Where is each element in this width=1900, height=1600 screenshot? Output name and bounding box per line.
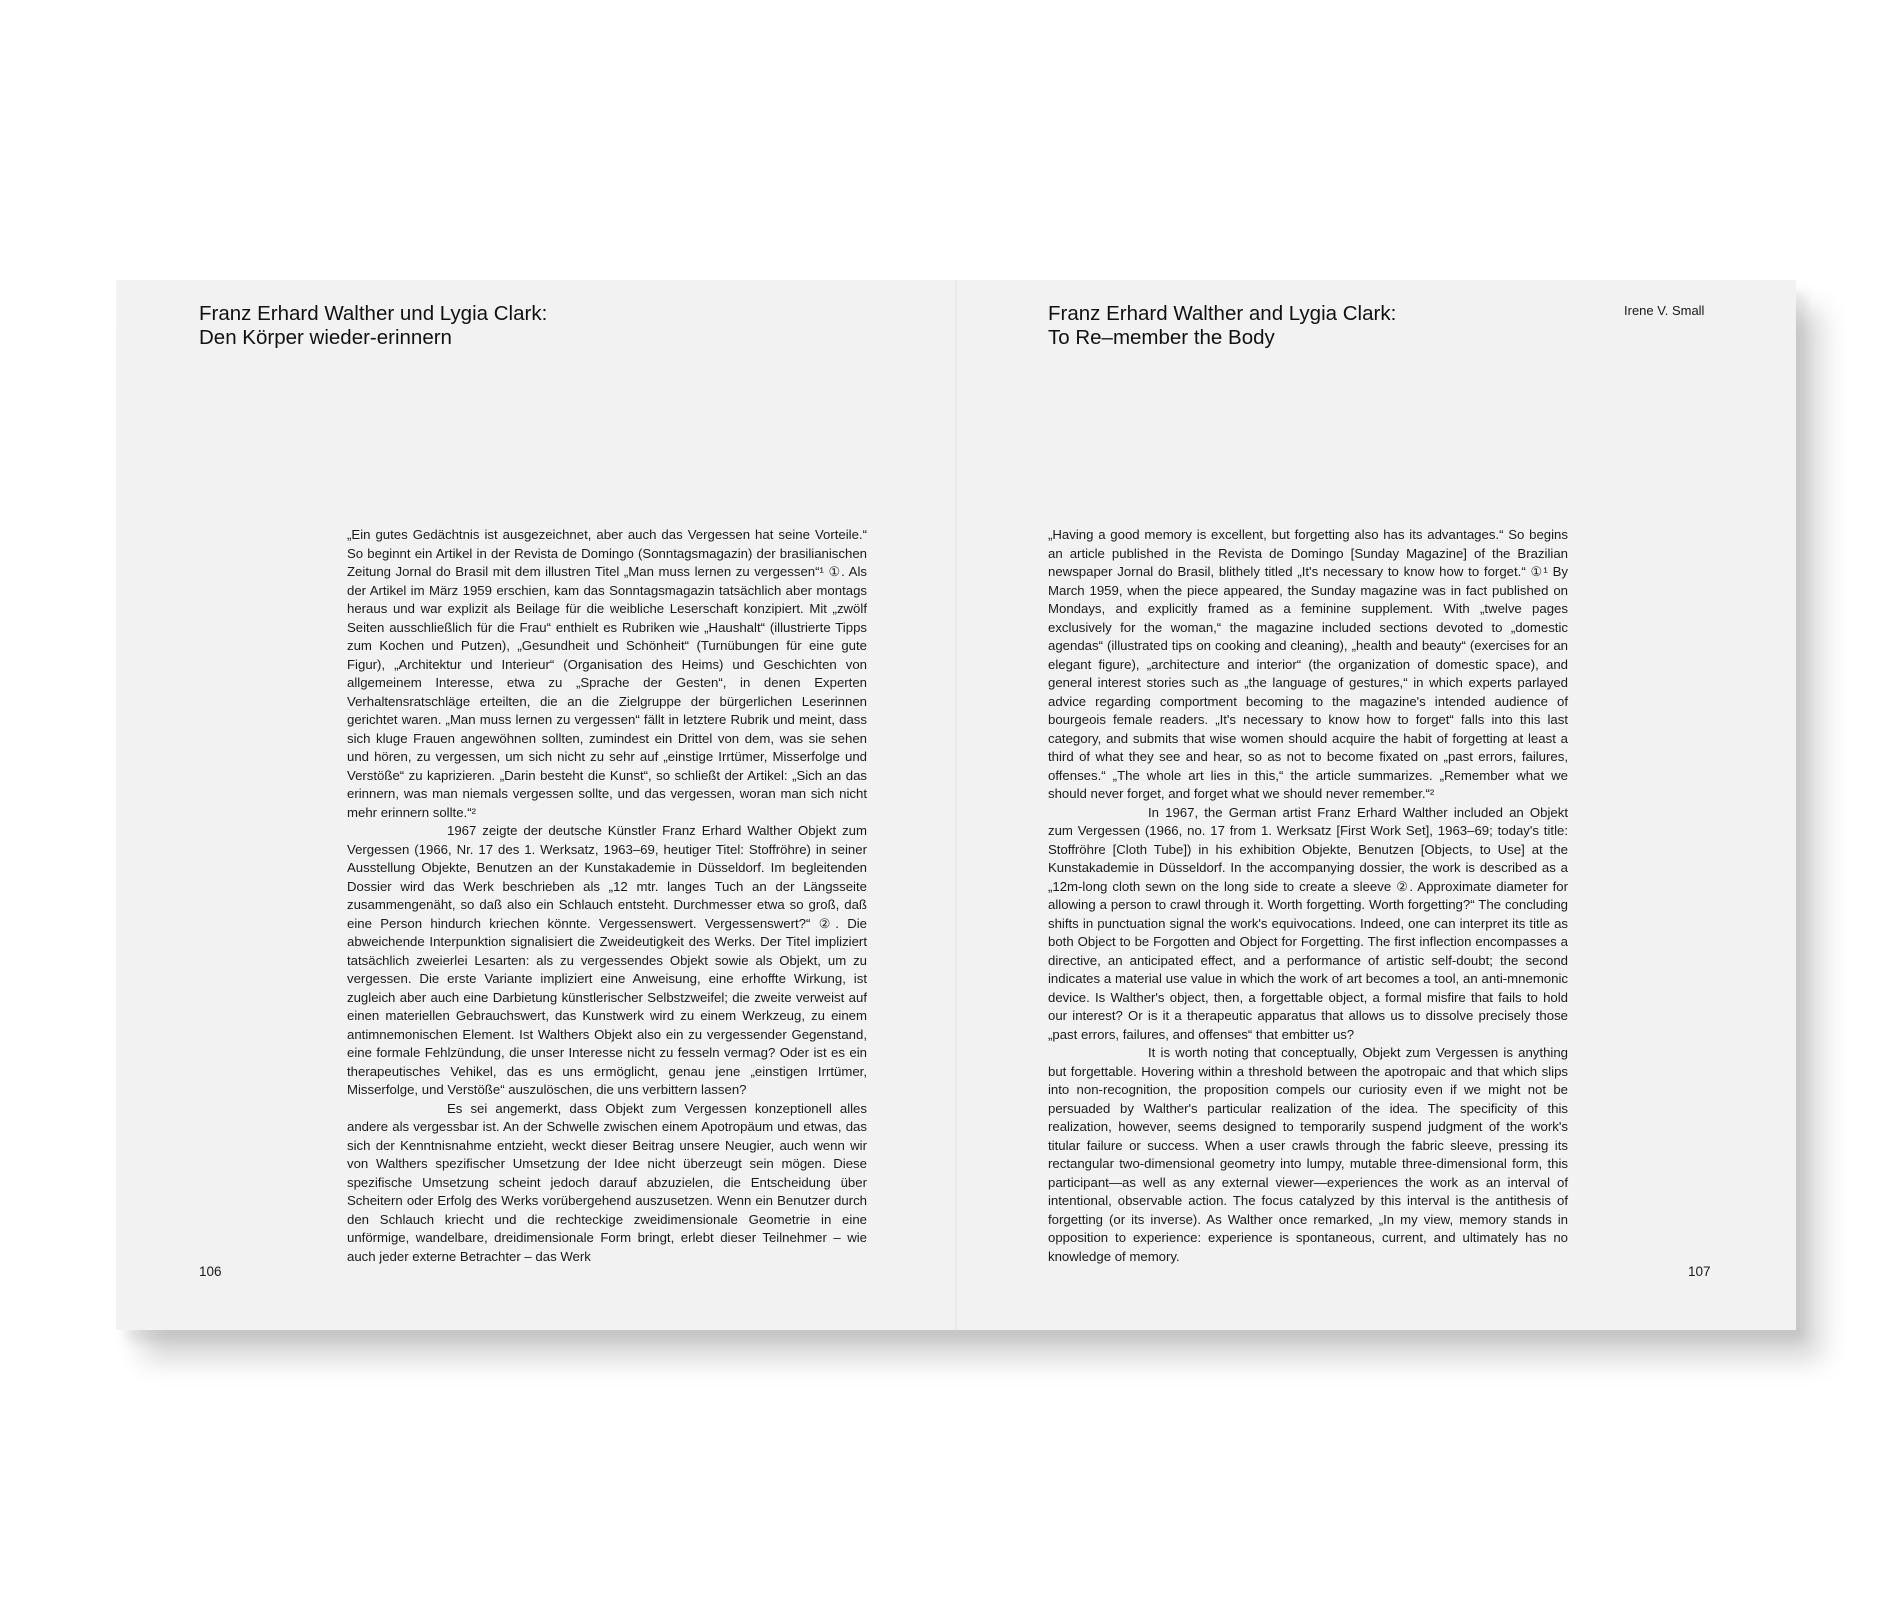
left-title-line-2: Den Körper wieder-erinnern xyxy=(199,326,452,349)
left-body-text xyxy=(347,526,867,1266)
book-spread xyxy=(116,280,1796,1330)
book-gutter xyxy=(954,280,958,1330)
right-page-number: 107 xyxy=(1688,1264,1711,1279)
right-body-text xyxy=(1048,526,1568,1266)
right-paragraph: „Having a good memory is excellent, but forgetting also has its advantages.“ So begins an article published in the Revista de Domingo [Sunday Magazine] of the Brazilian newspaper Jornal do Brasil, blithely titled „It's necessary to know how to forget.“ ①¹ By March 1959, when the piece appeared, the Sunday magazine was in fact published on Mondays, and explicitly framed as a feminine supplement. With „twelve pages exclusively for the woman,“ the magazine included sections devoted to „domestic agendas“ (illustrated tips on cooking and cleaning), „health and beauty“ (exercises for an elegant figure), „architecture and interior“ (the organization of domestic space), and general interest stories such as „the language of gestures,“ in which experts parlayed advice regarding comportment becoming to the magazine's intended audience of bourgeois female readers. „It's necessary to know how to forget“ falls into this last category, and submits that wise women should acquire the habit of forgetting at least a third of what they see and hear, so as not to become fixated on „past errors, failures, offenses.“ „The whole art lies in this,“ the article summarizes. „Remember what we should never forget, and forget what we should never remember.“² xyxy=(1048,527,1568,801)
author-name: Irene V. Small xyxy=(1624,303,1705,318)
right-title-line-2: To Re–member the Body xyxy=(1048,326,1275,349)
left-paragraph: Es sei angemerkt, dass Objekt zum Vergessen konzeptionell alles andere als vergessbar ist. An der Schwelle zwischen einem Apotropäum und etwas, das sich der Kenntnisnahme entzieht, weckt dieser Beitrag unsere Neugier, auch wenn wir von Walthers spezifischer Umsetzung der Idee nicht überzeugt sein mögen. Diese spezifische Umsetzung scheint jedoch darauf abzuzielen, die Entscheidung über Scheitern oder Erfolg des Werks vorübergehend auszusetzen. Wenn ein Benutzer durch den Schlauch kriecht und die rechteckige zweidimensionale Geometrie in eine unförmige, wandelbare, dreidimensionale Form bringt, erlebt dieser Teilnehmer – wie auch jeder externe Betrachter – das Werk xyxy=(347,1100,867,1264)
right-title-line-1: Franz Erhard Walther and Lygia Clark: xyxy=(1048,302,1397,325)
right-paragraph: In 1967, the German artist Franz Erhard Walther included an Objekt zum Vergessen (1966, no. 17 from 1. Werksatz [First Work Set], 1963–69; today's title: Stoffröhre [Cloth Tube]) in his exhibition Objekte, Benutzen [Objects, to Use] at the Kunstakademie in Düsseldorf. In the accompanying dossier, the work is described as a „12m-long cloth sewn on the long side to create a sleeve ②. Approximate diameter for allowing a person to crawl through it. Worth forgetting. Worth forgetting?“ The concluding shifts in punctuation signal the work's equivocations. Indeed, one can interpret its title as both Object to be Forgotten and Object for Forgetting. The first inflection encompasses a directive, an anticipated effect, and a performance of artistic self-doubt; the second indicates a material use value in which the work of art becomes a tool, an anti-mnemonic device. Is Walther's object, then, a forgettable object, a formal misfire that fails to hold our interest? Or is it a therapeutic apparatus that allows us to dissolve precisely those „past errors, failures, and offenses“ that embitter us? xyxy=(1048,804,1568,1042)
left-title-line-1: Franz Erhard Walther und Lygia Clark: xyxy=(199,302,548,325)
right-page-title xyxy=(1048,302,1396,350)
left-page-number: 106 xyxy=(199,1264,222,1279)
left-paragraph: 1967 zeigte der deutsche Künstler Franz Erhard Walther Objekt zum Vergessen (1966, Nr. 17 des 1. Werksatz, 1963–69, heutiger Titel: Stoffröhre) in seiner Ausstellung Objekte, Benutzen an der Kunstakademie in Düsseldorf. Im begleitenden Dossier wird das Werk beschrieben als „12 mtr. langes Tuch an der Längsseite zusammengenäht, so daß also ein Schlauch entsteht. Durchmesser etwa so groß, daß eine Person hindurch kriechen könnte. Vergessenswert. Vergessenswert?“ ②. Die abweichende Interpunktion signalisiert die Zweideutigkeit des Werks. Der Titel impliziert tatsächlich zweierlei Lesarten: als zu vergessendes Objekt sowie als Objekt, um zu vergessen. Die erste Variante impliziert eine Anweisung, eine erhoffte Wirkung, ist zugleich aber auch eine Darbietung künstlerischer Selbstzweifel; die zweite verweist auf einen materiellen Gebrauchswert, das Kunstwerk wird zu einem Werkzeug, zu einem antimnemonischen Element. Ist Walthers Objekt also ein zu vergessender Gegenstand, eine formale Fehlzündung, die unser Interesse nicht zu fesseln vermag? Oder ist es ein therapeutisches Vehikel, das es uns ermöglicht, genau jene „einstigen Irrtümer, Misserfolge, und Verstöße“ auszulöschen, die uns verbittern lassen? xyxy=(347,823,867,1097)
left-page-title xyxy=(199,302,547,350)
left-paragraph: „Ein gutes Gedächtnis ist ausgezeichnet, aber auch das Vergessen hat seine Vorteile.“ So beginnt ein Artikel in der Revista de Domingo (Sonntagsmagazin) der brasilianischen Zeitung Jornal do Brasil mit dem illustren Titel „Man muss lernen zu vergessen“¹ ①. Als der Artikel im März 1959 erschien, kam das Sonntagsmagazin tatsächlich aber montags heraus und war explizit als Beilage für die weibliche Leserschaft konzipiert. Mit „zwölf Seiten ausschließlich für die Frau“ enthielt es Rubriken wie „Haushalt“ (illustrierte Tipps zum Kochen und Putzen), „Gesundheit und Schönheit“ (Turnübungen für eine gute Figur), „Architektur und Interieur“ (Organisation des Heims) und Geschichten von allgemeinem Interesse, etwa zu „Sprache der Gesten“, in denen Experten Verhaltensratschläge erteilten, die an die Zielgruppe der bürgerlichen Leserinnen gerichtet waren. „Man muss lernen zu vergessen“ fällt in letztere Rubrik und meint, dass sich kluge Frauen angewöhnen sollten, zumindest ein Drittel von dem, was sie sehen und hören, zu vergessen, um sich nicht zu sehr auf „einstige Irrtümer, Misserfolge und Verstöße“ zu kaprizieren. „Darin besteht die Kunst“, so schließt der Artikel: „Sich an das erinnern, was man niemals vergessen sollte, und das vergessen, woran man sich nicht mehr erinnern sollte.“² xyxy=(347,527,867,820)
right-paragraph: It is worth noting that conceptually, Objekt zum Vergessen is anything but forgettable. Hovering within a threshold between the apotropaic and that which slips into non-recognition, the proposition compels our curiosity even if we might not be persuaded by Walther's particular realization of the idea. The specificity of this realization, however, seems designed to temporarily suspend judgment of the work's titular failure or success. When a user crawls through the fabric sleeve, pressing its rectangular two-dimensional geometry into lumpy, mutable three-dimensional form, this participant—as well as any external viewer—experiences the work as an interval of intentional, observable action. The focus catalyzed by this interval is the antithesis of forgetting (or its inverse). As Walther once remarked, „In my view, memory stands in opposition to experience: experience is spontaneous, current, and ultimately has no knowledge of memory. xyxy=(1048,1045,1568,1264)
